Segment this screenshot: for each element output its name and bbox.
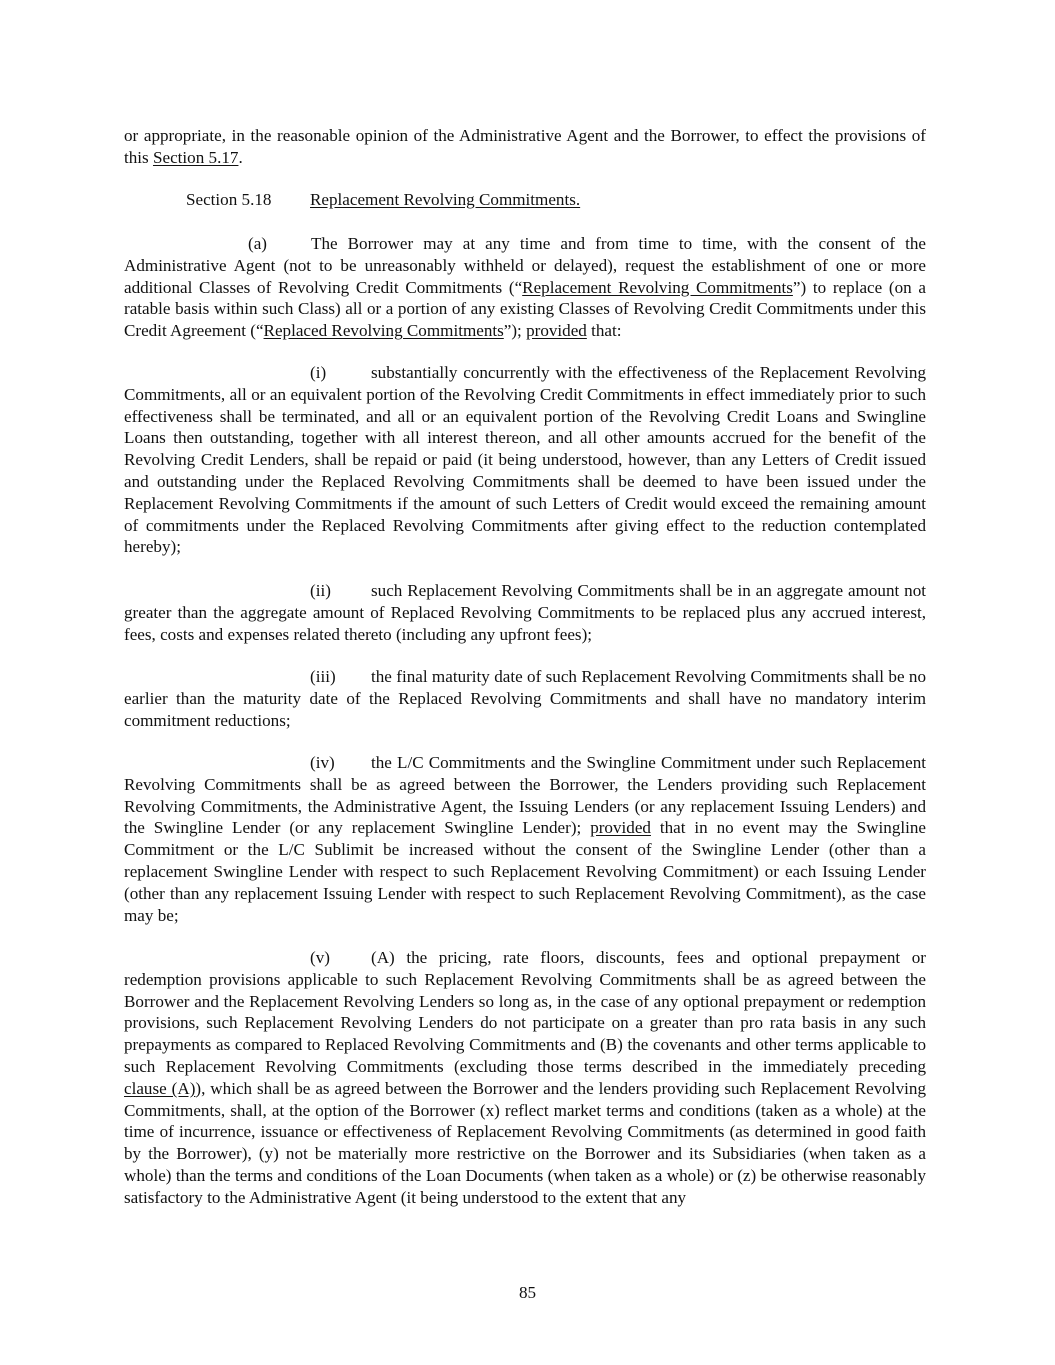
item-label: (i) [310, 363, 327, 382]
paragraph-text: that: [586, 321, 622, 341]
item-text: such Replacement Revolving Commitments shall be in an aggregate amount not greater than the aggregate amount of Replaced Revolving Commitments to be replaced plus any accrued interest, fees, costs and expenses related thereto (including any upfront fees); [124, 581, 926, 644]
item-v [124, 947, 926, 1209]
defined-term: Replaced Revolving Commitments [263, 321, 504, 341]
paragraph-text: ”) to replace (on a ratable basis within such Class) all or a portion of any existing Classes of Revolving Credit Commitments under this Credit Agreement (“ [124, 277, 926, 341]
item-text: substantially concurrently with the effectiveness of the Replacement Revolving Commitments, all or an equivalent portion of the Revolving Credit Commitments in effect immediately prior to such effectiveness shall be terminated, and all or an equivalent portion of the Revolving Credit Loans and Swingline Loans then outstanding, together with all interest thereon, and all other amounts accrued for the benefit of the Revolving Credit Lenders, shall be repaid or paid (it being understood, however, than any Letters of Credit issued and outstanding under the Replaced Revolving Commitments shall be deemed to have been issued under the Replacement Revolving Commitments if the amount of such Letters of Credit would exceed the remaining amount of commitments under the Replaced Revolving Commitments after giving effect to the reduction contemplated hereby); [124, 363, 926, 557]
section-heading [186, 189, 580, 211]
item-text: the final maturity date of such Replacement Revolving Commitments shall be no earlier than the maturity date of the Replaced Revolving Commitments and shall have no mandatory interim commitment reductions; [124, 667, 926, 730]
defined-term: Replacement Revolving Commitments [522, 277, 793, 297]
item-label: (ii) [310, 581, 331, 600]
item-text: that in no event may the Swingline Commitment or the L/C Sublimit be increased without the consent of the Swingline Lender (other than a replacement Swingline Lender with respect to such Replacement Revolving Commitment) or each Issuing Lender (other than any replacement Issuing Lender with respect to such Replacement Revolving Commitment), as the case may be; [124, 818, 926, 925]
item-label: (iv) [310, 753, 335, 772]
paragraph-label: (a) [248, 234, 267, 253]
item-label: (v) [310, 948, 330, 967]
item-text: the L/C Commitments and the Swingline Commitment under such Replacement Revolving Commitments shall be as agreed between the Borrower, the Lenders providing such Replacement Revolving Commitments, the Administrative Agent, the Issuing Lenders (or any replacement Issuing Lenders) and the Swingline Lender (or any replacement Swingline Lender); [124, 753, 926, 838]
provided-term: provided [590, 818, 651, 838]
item-iv [124, 752, 926, 926]
item-label: (iii) [310, 667, 336, 686]
section-title: Replacement Revolving Commitments. [310, 190, 581, 209]
item-ii [124, 580, 926, 645]
paragraph-text: ”); [503, 321, 527, 341]
paragraph-a [124, 233, 926, 342]
intro-text-end: . [238, 147, 243, 167]
item-i [124, 362, 926, 558]
clause-reference: clause (A) [124, 1078, 196, 1098]
intro-text: or appropriate, in the reasonable opinion of the Administrative Agent and the Borrower, to effect the provisions of this [124, 126, 926, 167]
paragraph-text: The Borrower may at any time and from time to time, with the consent of the Administrative Agent (not to be unreasonably withheld or delayed), request the establishment of one or more additional Classes of Revolving Credit Commitments (“ [124, 234, 926, 297]
section-reference-link: Section 5.17 [152, 147, 239, 167]
item-iii [124, 666, 926, 731]
intro-paragraph [124, 125, 926, 169]
section-number: Section 5.18 [186, 190, 272, 209]
item-text: ), which shall be as agreed between the Borrower and the lenders providing such Replacement Revolving Commitments, shall, at the option of the Borrower (x) reflect market terms and conditions (taken as a whole) at the time of incurrence, issuance or effectiveness of Replacement Revolving Commitments (as determined in good faith by the Borrower), (y) not be materially more restrictive on the Borrower and its Subsidiaries (when taken as a whole) than the terms and conditions of the Loan Documents (when taken as a whole) or (z) be otherwise reasonably satisfactory to the Administrative Agent (it being understood to the extent that any [124, 1078, 926, 1207]
item-text: (A) the pricing, rate floors, discounts, fees and optional prepayment or redemption provisions applicable to such Replacement Revolving Commitments shall be as agreed between the Borrower and the Replacement Revolving Lenders so long as, in the case of any optional prepayment or redemption provisions, such Replacement Revolving Lenders do not participate on a greater than pro rata basis in any such prepayments as compared to Replaced Revolving Commitments and (B) the covenants and other terms applicable to such Replacement Revolving Commitments (excluding those terms described in the immediately preceding [124, 948, 926, 1076]
page-number: 85 [518, 1283, 537, 1302]
provided-term: provided [526, 321, 587, 341]
